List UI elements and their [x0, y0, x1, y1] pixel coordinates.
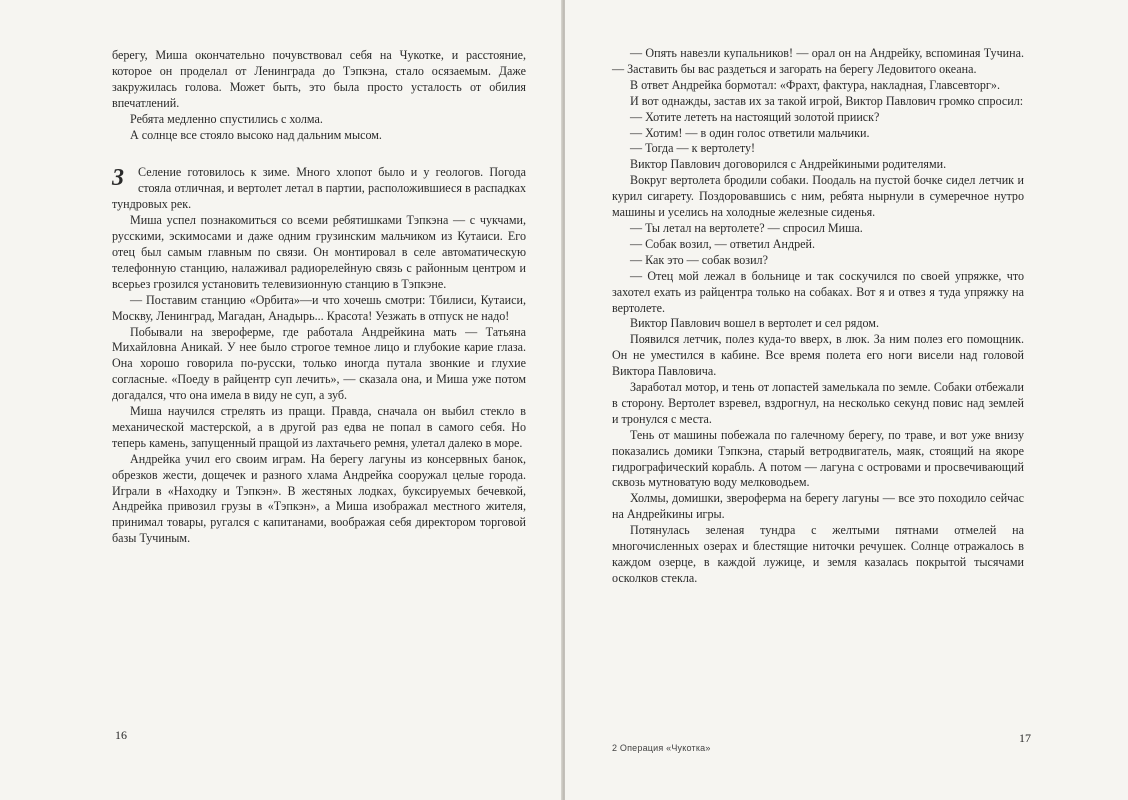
paragraph: Андрейка учил его своим играм. На берегу лагуны из консервных банок, обрезков жести, дощечек и разного хлама Андрейка сооружал целые города. Играли в «Находку и Тэпкэн». В жестяных лодках, буксируемых бечевкой, Андрейка привозил грузы в «Тэпкэн», а Миша изображал местного жителя, принимал товары, ругался с капитанами, воображая себя директором торговой базы Тучиным.: [112, 451, 526, 546]
paragraph: Вокруг вертолета бродили собаки. Поодаль на пустой бочке сидел летчик и курил сигарету. Поздоровавшись с ним, ребята нырнули в сумеречное нутро машины и уселись на холодные железные сиденья.: [612, 173, 1024, 220]
paragraph: — Как это — собак возил?: [630, 252, 768, 267]
paragraph: Миша успел познакомиться со всеми ребятишками Тэпкэна — с чукчами, русскими, эскимосами и даже одним грузинским мальчиком из Кутаиси. Его отец был самым главным по связи. Он монтировал в селе автоматическую телефонную станцию, налаживал радиорелейную связь с районным центром и всерьез грозился установить телевизионную станцию в Тэпкэне.: [112, 213, 526, 291]
paragraph: — Хотите лететь на настоящий золотой прииск?: [630, 109, 880, 124]
page-footer: 2 Операция «Чукотка»: [612, 743, 711, 753]
paragraph: — Отец мой лежал в больнице и так соскучился по своей упряжке, что захотел ехать из райцентра только на собаках. Вот я и отвез я туда упряжку на вертолете.: [612, 268, 1024, 315]
paragraph: Тень от машины побежала по галечному берегу, по траве, и вот уже внизу показались домики Тэпкэна, старый ветродвигатель, маяк, стоящий на якоре гидрографический корабль. А потом — лагуна с островами и просвечивающий сквозь мутноватую воду мелководьем.: [612, 427, 1024, 490]
paragraph: — Хотим! — в один голос ответили мальчики.: [630, 125, 870, 140]
paragraph: Побывали на звероферме, где работала Андрейкина мать — Татьяна Михайловна Аникай. У нее было строгое темное лицо и глубокие карие глаза. Она хорошо говорила по-русски, только иногда путала звонкие и глухие согласные. «Поеду в райцентр суп лечить», — сказала она, и Миша уже потом догадался, что она имела в виду не суп, а зуб.: [112, 324, 526, 403]
paragraph: — Поставим станцию «Орбита»—и что хочешь смотри: Тбилиси, Кутаиси, Москву, Ленинград, Магадан, Анадырь... Красота! Уезжать в отпуск не надо!: [112, 292, 526, 323]
left-page: [0, 0, 563, 800]
paragraph: Ребята медленно спустились с холма.: [130, 111, 323, 126]
paragraph: Потянулась зеленая тундра с желтыми пятнами отмелей на многочисленных озерах и блестящие ниточки речушек. Солнце отражалось в каждом озерце, в каждой лужице, и земля казалась покрытой тысячами осколков стекла.: [612, 523, 1024, 585]
paragraph: Заработал мотор, и тень от лопастей замелькала по земле. Собаки отбежали в сторону. Вертолет взревел, вздрогнул, на несколько секунд повис над землей и тронулся с места.: [612, 380, 1024, 426]
paragraph: — Собак возил, — ответил Андрей.: [630, 236, 816, 251]
paragraph: Виктор Павлович вошел в вертолет и сел рядом.: [630, 316, 879, 331]
paragraph: берегу, Миша окончательно почувствовал себя на Чукотке, и расстояние, которое он проделал от Ленинграда до Тэпкэна, стало осязаемым. Даже закружилась голова. Может быть, это была просто усталость от обилия впечатлений.: [112, 48, 526, 110]
page-number: 16: [115, 728, 127, 742]
chapter-first-paragraph: Селение готовилось к зиме. Много хлопот было и у геологов. Погода стояла отличная, и вертолет летал в партии, расположившиеся в распадках тундровых рек.: [112, 165, 526, 212]
paragraph: Холмы, домишки, звероферма на берегу лагуны — все это походило сейчас на Андрейкины игры.: [612, 491, 1024, 522]
chapter-number: 3: [112, 165, 124, 192]
right-page: [565, 0, 1128, 800]
paragraph: — Ты летал на вертолете? — спросил Миша.: [630, 220, 863, 235]
left-page-text: [112, 48, 526, 547]
paragraph: И вот однажды, застав их за такой игрой, Виктор Павлович громко спросил:: [630, 93, 1024, 108]
page-number: 17: [1019, 731, 1031, 745]
paragraph: — Опять навезли купальников! — орал он на Андрейку, вспоминая Тучина. — Заставить бы вас раздеться и загорать на берегу Ледовитого океана.: [612, 46, 1024, 76]
paragraph: А солнце все стояло высоко над дальним мысом.: [130, 127, 382, 142]
paragraph: Миша научился стрелять из пращи. Правда, сначала он выбил стекло в механической мастерской, а в другой раз едва не попал в самого себя. Но теперь камень, запущенный пращой из лахтачьего ремня, улетал далеко в море.: [112, 404, 526, 450]
right-page-text: [612, 46, 1024, 587]
paragraph: Виктор Павлович договорился с Андрейкиными родителями.: [630, 157, 947, 172]
paragraph: — Тогда — к вертолету!: [630, 141, 756, 156]
paragraph: Появился летчик, полез куда-то вверх, в люк. За ним полез его помощник. Он не уместился в кабине. Все время полета его ноги висели над головой Виктора Павловича.: [612, 332, 1024, 379]
paragraph: В ответ Андрейка бормотал: «Фрахт, фактура, накладная, Главсевторг».: [630, 77, 1000, 92]
chapter-section: [112, 165, 526, 213]
